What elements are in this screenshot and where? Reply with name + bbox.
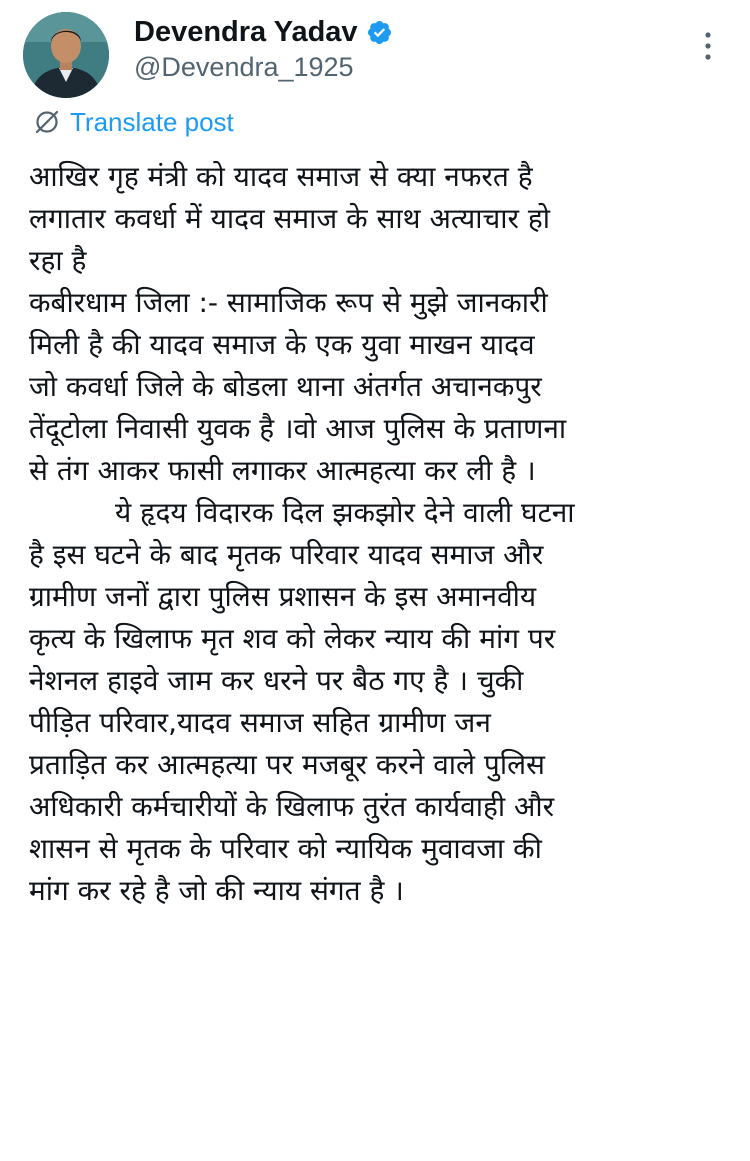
- verified-badge-icon: [366, 19, 393, 46]
- post-text-line: अधिकारी कर्मचारीयों के खिलाफ तुरंत कार्यवाही और: [29, 790, 555, 823]
- post-text-line: मिली है की यादव समाज के एक युवा माखन यादव: [29, 328, 535, 361]
- post-text: [29, 156, 729, 912]
- author-name[interactable]: Devendra Yadav: [134, 15, 358, 48]
- post-text-line: नेशनल हाइवे जाम कर धरने पर बैठ गए है । चुकी: [29, 664, 524, 697]
- post-text-line: से तंग आकर फासी लगाकर आत्महत्या कर ली है ।: [29, 454, 536, 487]
- translate-post-label[interactable]: Translate post: [70, 106, 234, 137]
- post-text-line: तेंदूटोला निवासी युवक है ।वो आज पुलिस के प्रताणना: [29, 412, 567, 445]
- post-text-line: मांग कर रहे है जो की न्याय संगत है ।: [29, 874, 404, 907]
- author-handle[interactable]: @Devendra_1925: [134, 52, 354, 82]
- post-text-line: पीड़ित परिवार,यादव समाज सहित ग्रामीण जन: [29, 706, 491, 739]
- post-text-line: ये हृदय विदारक दिल झकझोर देने वाली घटना: [115, 496, 575, 529]
- post-text-line: लगातार कवर्धा में यादव समाज के साथ अत्याचार हो: [29, 202, 550, 235]
- post-text-line: रहा है: [29, 244, 87, 277]
- post-text-line: ग्रामीण जनों द्वारा पुलिस प्रशासन के इस अमानवीय: [29, 580, 537, 613]
- translate-post-button[interactable]: [33, 104, 234, 140]
- post-text-line: आखिर गृह मंत्री को यादव समाज से क्या नफरत है: [29, 160, 533, 193]
- post-text-line: है इस घटने के बाद मृतक परिवार यादव समाज और: [29, 538, 544, 571]
- avatar[interactable]: [23, 12, 109, 98]
- post-text-line: कबीरधाम जिला :- सामाजिक रूप से मुझे जानकारी: [29, 286, 548, 319]
- post-text-line: कृत्य के खिलाफ मृत शव को लेकर न्याय की मांग पर: [29, 622, 556, 655]
- author-name-row[interactable]: [134, 12, 393, 52]
- post-text-line: जो कवर्धा जिले के बोडला थाना अंतर्गत अचानकपुर: [29, 370, 542, 403]
- post-text-line: प्रताड़ित कर आत्महत्या पर मजबूर करने वाले पुलिस: [29, 748, 545, 781]
- post-text-line: शासन से मृतक के परिवार को न्यायिक मुवावजा की: [29, 832, 542, 865]
- more-vertical-icon[interactable]: [696, 28, 720, 64]
- globe-slash-icon: [33, 108, 61, 136]
